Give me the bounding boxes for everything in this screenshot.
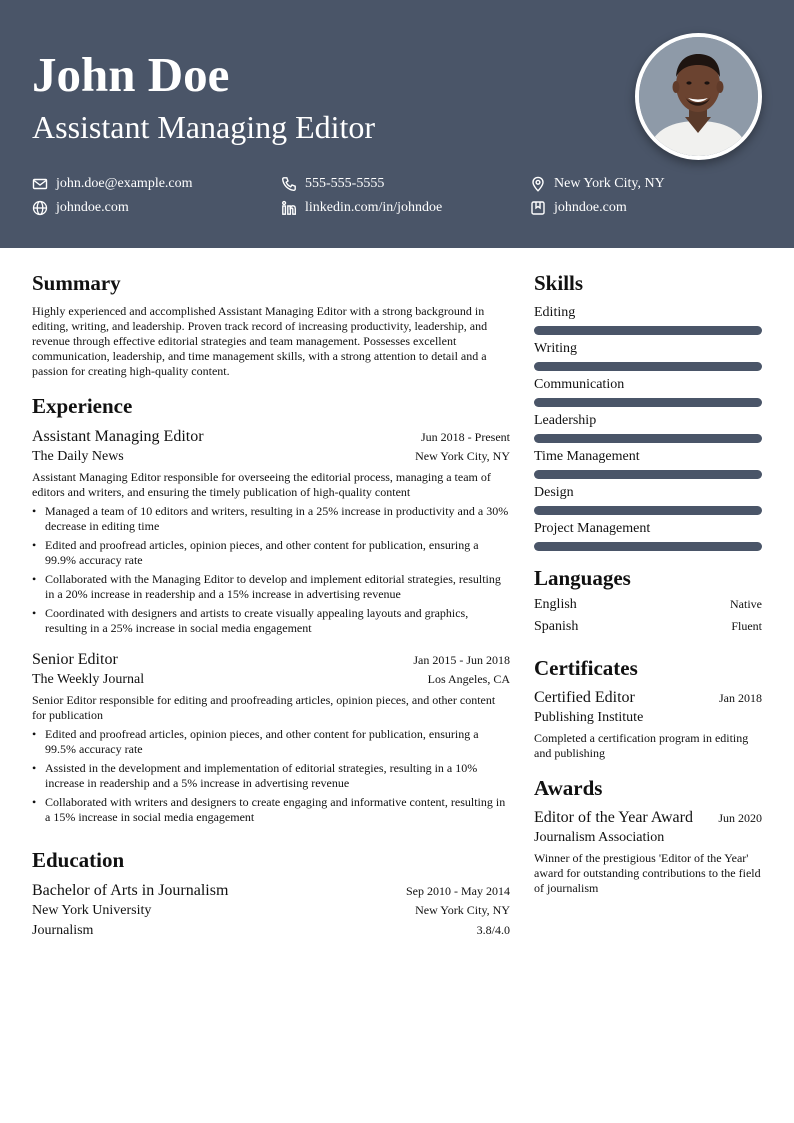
mail-icon <box>32 176 48 192</box>
job-entry <box>32 650 510 825</box>
skill-bar <box>534 470 762 479</box>
skill-bar <box>534 506 762 515</box>
certificates-heading: Certificates <box>534 656 638 680</box>
contact-location-text: New York City, NY <box>554 176 665 191</box>
language-name: Spanish <box>534 619 579 634</box>
skill-name: Editing <box>534 305 576 320</box>
achievement-item: • Coordinated with designers and artists to create visually appealing layouts and graphics, resulting in a 25% increase in social media engagement <box>32 606 510 636</box>
skills-list <box>534 304 762 551</box>
education-entry <box>32 881 510 940</box>
skill-bar <box>534 398 762 407</box>
skill-bar-fill <box>534 506 762 515</box>
sidebar-column <box>534 270 762 896</box>
awards-heading: Awards <box>534 776 603 800</box>
summary-heading: Summary <box>32 271 121 295</box>
skill-item <box>534 340 762 371</box>
skill-item <box>534 484 762 515</box>
languages-list <box>534 596 762 635</box>
education-date: Sep 2010 - May 2014 <box>406 884 510 898</box>
skill-bar <box>534 326 762 335</box>
skill-bar <box>534 362 762 371</box>
language-level: Native <box>730 597 762 611</box>
skill-bar <box>534 542 762 551</box>
contact-email[interactable] <box>32 175 193 193</box>
phone-icon <box>281 176 297 192</box>
contact-location <box>530 175 665 193</box>
education-school: New York University <box>32 903 152 918</box>
resume-header <box>0 0 794 248</box>
portfolio-icon <box>530 200 546 216</box>
map-pin-icon <box>530 176 546 192</box>
award-entry <box>534 808 762 896</box>
skill-bar-fill <box>534 326 762 335</box>
job-achievements <box>32 727 510 825</box>
contact-phone-text: 555-555-5555 <box>305 176 385 191</box>
job-description: Assistant Managing Editor responsible for overseeing the editorial process, managing a team of editors and writers, and ensuring the timely publication of high-quality content <box>32 470 491 499</box>
award-issuer: Journalism Association <box>534 830 665 845</box>
achievement-item: • Assisted in the development and implementation of editorial strategies, resulting in a 10% increase in readership and a 5% increase in advertising revenue <box>32 761 510 791</box>
award-description: Winner of the prestigious 'Editor of the Year' award for outstanding contributions to the field of journalism <box>534 851 761 895</box>
skill-name: Time Management <box>534 449 640 464</box>
skill-bar <box>534 434 762 443</box>
linkedin-icon <box>281 200 297 216</box>
main-column <box>32 270 510 940</box>
certificate-entry <box>534 688 762 761</box>
skill-name: Leadership <box>534 413 597 428</box>
candidate-title: Assistant Managing Editor <box>32 109 376 145</box>
contact-linkedin-text: linkedin.com/in/johndoe <box>305 200 443 215</box>
experience-heading: Experience <box>32 394 133 418</box>
certificate-description: Completed a certification program in editing and publishing <box>534 731 749 760</box>
languages-heading: Languages <box>534 566 631 590</box>
contact-linkedin[interactable] <box>281 199 442 217</box>
job-location: New York City, NY <box>415 449 510 463</box>
language-name: English <box>534 597 577 612</box>
job-title: Senior Editor <box>32 651 118 668</box>
job-date: Jan 2015 - Jun 2018 <box>413 653 510 667</box>
award-title: Editor of the Year Award <box>534 809 693 826</box>
skill-name: Project Management <box>534 521 651 536</box>
education-field: Journalism <box>32 923 94 938</box>
achievement-item: • Collaborated with the Managing Editor to develop and implement editorial strategies, resulting in a 20% increase in readership and a 15% increase in advertising revenue <box>32 572 510 602</box>
contact-website[interactable] <box>32 199 129 217</box>
certificate-issuer: Publishing Institute <box>534 710 644 725</box>
contact-portfolio[interactable] <box>530 199 627 217</box>
job-entry <box>32 427 510 636</box>
skill-bar-fill <box>534 434 762 443</box>
skill-bar-fill <box>534 542 762 551</box>
skills-heading: Skills <box>534 271 584 295</box>
skill-item <box>534 448 762 479</box>
job-company: The Daily News <box>32 449 124 464</box>
summary-text: Highly experienced and accomplished Assistant Managing Editor with a strong background in editing, writing, and leadership. Proven track record of increasing productivity, leadership, and revenue through effective editorial strategies and team management. Possesses excellent communication, leadership, and time management skills, with a strong attention to detail and a passion for creating high-quality content. <box>32 304 488 378</box>
education-location: New York City, NY <box>415 903 510 917</box>
language-item <box>534 618 762 635</box>
contact-email-text: john.doe@example.com <box>56 176 193 191</box>
contact-website-text: johndoe.com <box>56 200 129 215</box>
education-degree: Bachelor of Arts in Journalism <box>32 882 229 899</box>
candidate-name: John Doe <box>32 47 230 102</box>
skill-bar-fill <box>534 470 762 479</box>
award-date: Jun 2020 <box>718 811 762 825</box>
achievement-item: • Collaborated with writers and designers to create engaging and informative content, resulting in a 15% increase in social media engagement <box>32 795 510 825</box>
certificate-title: Certified Editor <box>534 689 635 706</box>
globe-icon <box>32 200 48 216</box>
language-item <box>534 596 762 613</box>
achievement-item: • Edited and proofread articles, opinion pieces, and other content for publication, ensuring a 99.5% accuracy rate <box>32 727 510 757</box>
skill-item <box>534 304 762 335</box>
language-level: Fluent <box>731 619 762 633</box>
job-location: Los Angeles, CA <box>427 672 510 686</box>
achievement-item: • Managed a team of 10 editors and writers, resulting in a 25% increase in productivity and a 30% decrease in editing time <box>32 504 510 534</box>
skill-name: Communication <box>534 377 625 392</box>
certificate-date: Jan 2018 <box>719 691 762 705</box>
skill-name: Writing <box>534 341 577 356</box>
skill-item <box>534 376 762 407</box>
job-description: Senior Editor responsible for editing and proofreading articles, opinion pieces, and other content for publication <box>32 693 496 722</box>
achievement-item: • Edited and proofread articles, opinion pieces, and other content for publication, ensuring a 99.9% accuracy rate <box>32 538 510 568</box>
profile-photo <box>635 33 762 160</box>
job-title: Assistant Managing Editor <box>32 428 204 445</box>
skill-item <box>534 520 762 551</box>
education-gpa: 3.8/4.0 <box>476 923 510 937</box>
education-heading: Education <box>32 848 125 872</box>
skill-bar-fill <box>534 398 762 407</box>
job-company: The Weekly Journal <box>32 672 145 687</box>
contact-phone[interactable] <box>281 175 384 193</box>
job-achievements <box>32 504 510 636</box>
job-date: Jun 2018 - Present <box>421 430 510 444</box>
skill-item <box>534 412 762 443</box>
skill-name: Design <box>534 485 574 500</box>
contact-portfolio-text: johndoe.com <box>554 200 627 215</box>
skill-bar-fill <box>534 362 762 371</box>
